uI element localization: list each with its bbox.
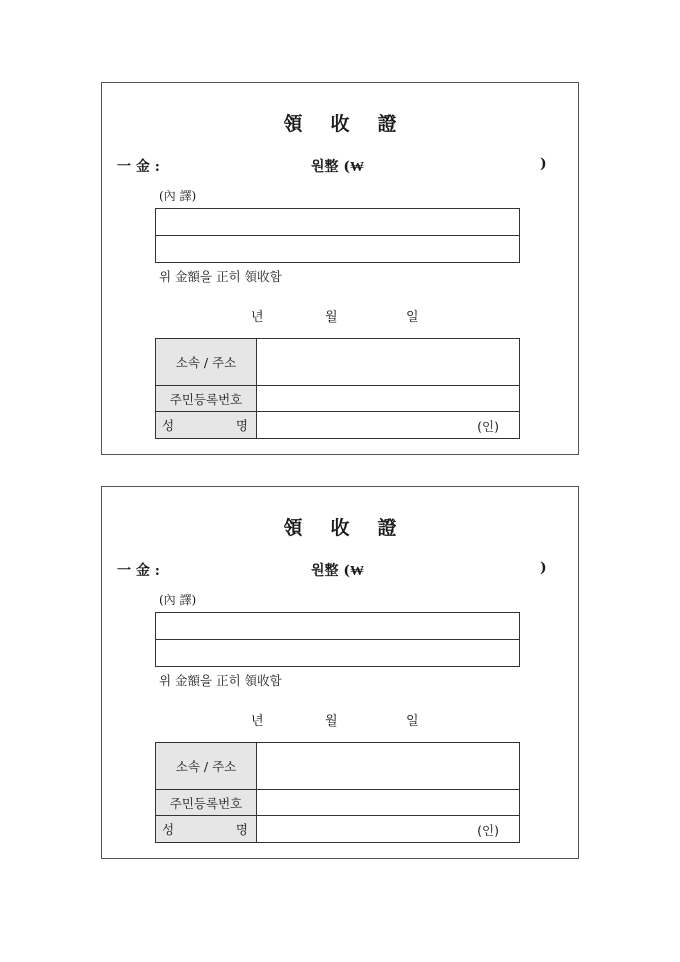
amount-label: 一 金 : xyxy=(117,563,160,579)
amount-row xyxy=(102,560,578,580)
info-table xyxy=(155,338,520,439)
id-number-row xyxy=(156,385,519,411)
receipt-title xyxy=(102,513,578,540)
affiliation-label: 소속 / 주소 xyxy=(156,339,257,385)
name-row xyxy=(156,411,519,438)
won-text: 원整 (₩ xyxy=(311,159,365,175)
date-year-label: 년 xyxy=(251,310,264,325)
name-label xyxy=(156,412,257,438)
name-label-part: 성 xyxy=(162,822,175,837)
date-day-label: 일 xyxy=(406,714,419,729)
id-number-label: 주민등록번호 xyxy=(156,790,257,815)
date-month-label: 월 xyxy=(325,714,338,729)
amount-paren-close: ) xyxy=(540,560,547,576)
title-char: 領 xyxy=(283,113,303,135)
id-number-row xyxy=(156,789,519,815)
receipt-title xyxy=(102,109,578,136)
details-box[interactable] xyxy=(155,208,520,263)
seal-mark: (인) xyxy=(477,823,499,838)
affiliation-row xyxy=(156,743,519,789)
received-statement: 위 金額을 正히 領收함 xyxy=(159,673,282,688)
date-year-label: 년 xyxy=(251,714,264,729)
seal-mark: (인) xyxy=(477,419,499,434)
id-number-field[interactable] xyxy=(257,386,519,411)
info-table xyxy=(155,742,520,843)
name-field[interactable] xyxy=(257,412,519,438)
receipt-form-2 xyxy=(101,486,579,859)
affiliation-label: 소속 / 주소 xyxy=(156,743,257,789)
won-text: 원整 (₩ xyxy=(311,563,365,579)
name-row xyxy=(156,815,519,842)
receipt-form-1 xyxy=(101,82,579,455)
name-label xyxy=(156,816,257,842)
date-row xyxy=(102,710,578,728)
received-statement: 위 金額을 正히 領收함 xyxy=(159,269,282,284)
name-field[interactable] xyxy=(257,816,519,842)
amount-label: 一 金 : xyxy=(117,159,160,175)
name-label-part: 명 xyxy=(235,418,248,433)
details-box[interactable] xyxy=(155,612,520,667)
details-divider xyxy=(156,639,519,640)
details-label: (內 譯) xyxy=(159,189,197,203)
details-label: (內 譯) xyxy=(159,593,197,607)
id-number-label: 주민등록번호 xyxy=(156,386,257,411)
name-label-part: 명 xyxy=(235,822,248,837)
amount-row xyxy=(102,156,578,176)
date-day-label: 일 xyxy=(406,310,419,325)
name-label-part: 성 xyxy=(162,418,175,433)
title-char: 證 xyxy=(377,113,397,135)
title-char: 領 xyxy=(283,517,303,539)
title-char: 收 xyxy=(330,517,350,539)
details-divider xyxy=(156,235,519,236)
amount-paren-close: ) xyxy=(540,156,547,172)
title-char: 證 xyxy=(377,517,397,539)
date-row xyxy=(102,306,578,324)
affiliation-field[interactable] xyxy=(257,743,519,789)
date-month-label: 월 xyxy=(325,310,338,325)
affiliation-field[interactable] xyxy=(257,339,519,385)
title-char: 收 xyxy=(330,113,350,135)
affiliation-row xyxy=(156,339,519,385)
id-number-field[interactable] xyxy=(257,790,519,815)
